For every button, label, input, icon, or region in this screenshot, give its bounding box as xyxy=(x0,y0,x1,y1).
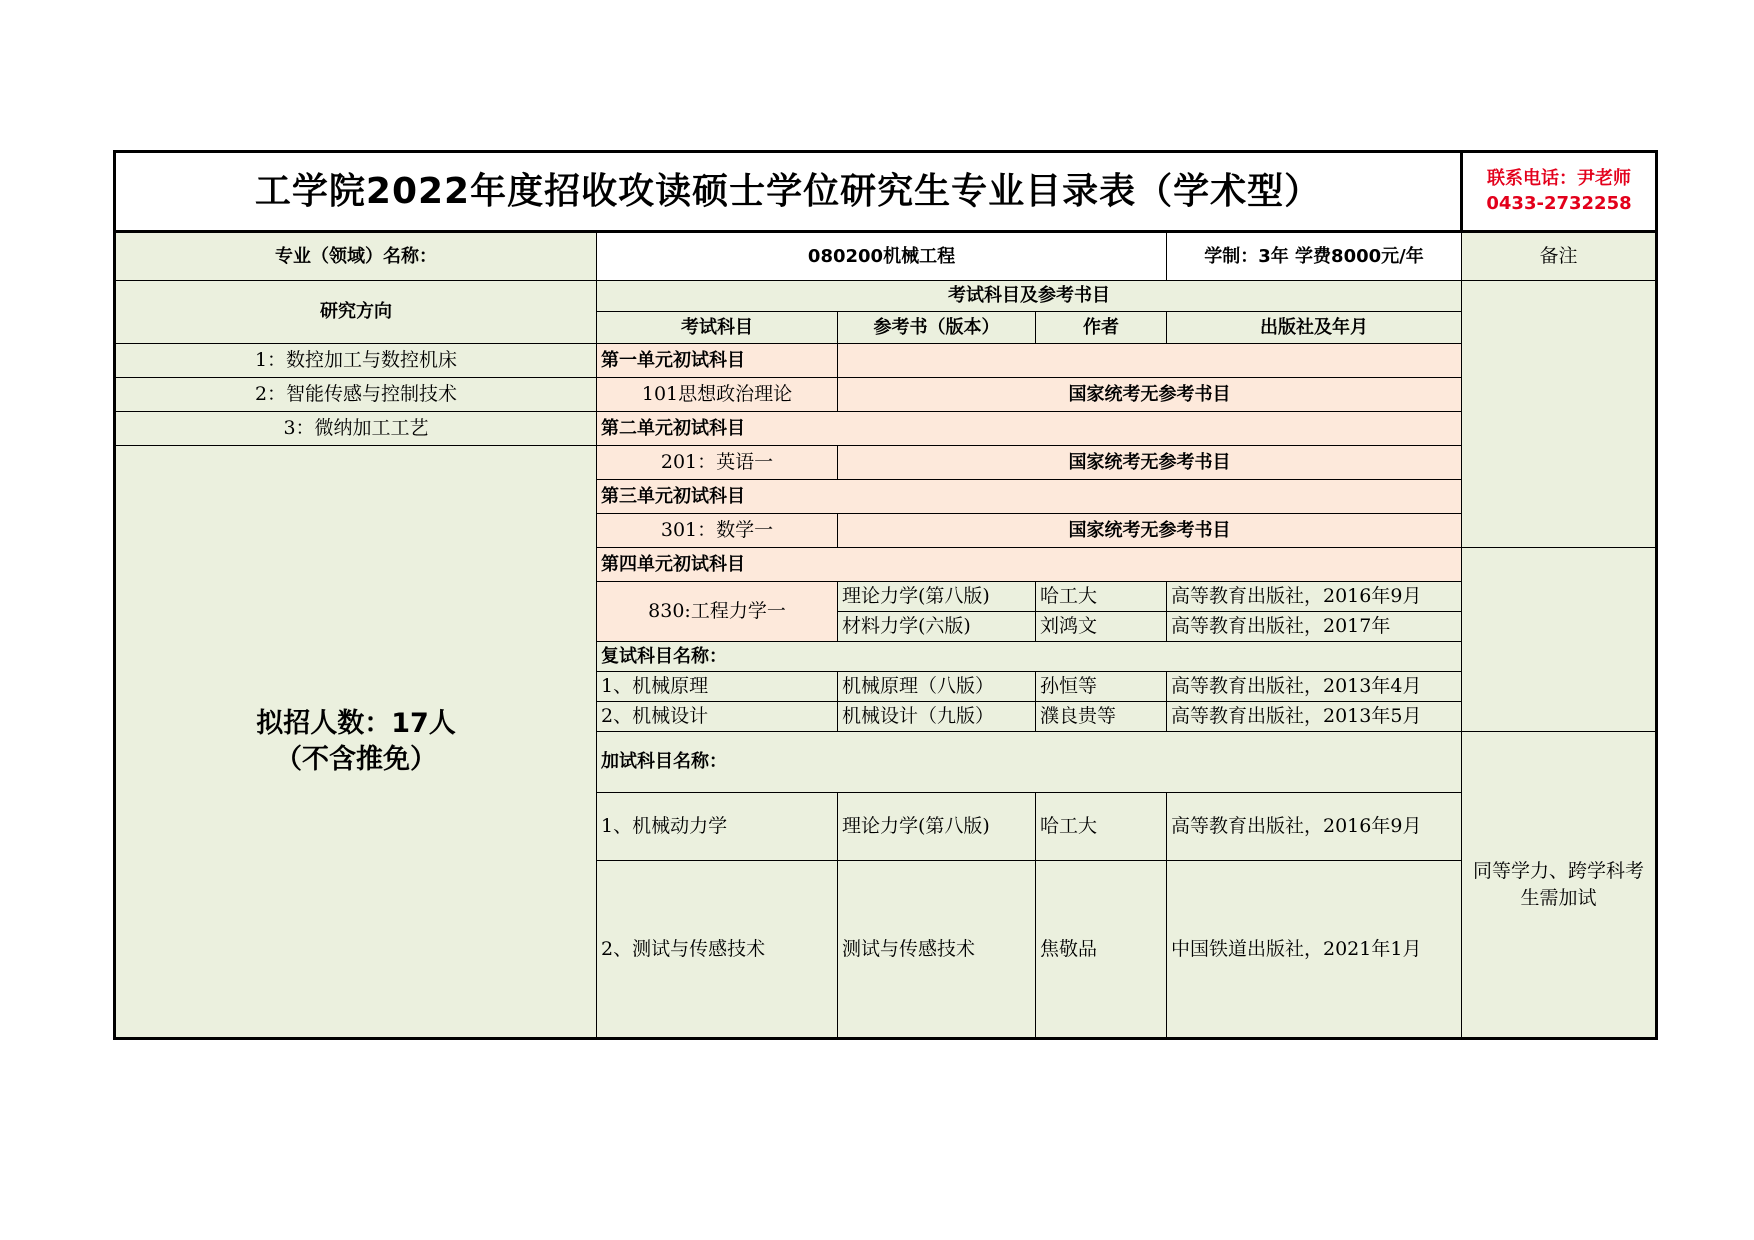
extra-subject: 1、机械动力学 xyxy=(597,793,838,861)
extra-subject: 2、测试与传感技术 xyxy=(597,861,838,1039)
unit4-subject: 830:工程力学一 xyxy=(597,582,838,642)
unit4-heading: 第四单元初试科目 xyxy=(597,548,1462,582)
quota-note: （不含推免） xyxy=(275,743,437,775)
unit4-author: 刘鸿文 xyxy=(1036,612,1167,642)
unit4-publisher: 高等教育出版社，2016年9月 xyxy=(1167,582,1462,612)
exam-group-header: 考试科目及参考书目 xyxy=(597,281,1462,312)
quota-number: 拟招人数：17人 xyxy=(256,708,456,740)
extra-note: 同等学力、跨学科考生需加试 xyxy=(1462,732,1657,1039)
unit4-book: 理论力学(第八版) xyxy=(838,582,1036,612)
extra-author: 焦敬品 xyxy=(1036,861,1167,1039)
retest-publisher: 高等教育出版社，2013年4月 xyxy=(1167,672,1462,702)
retest-book: 机械原理（八版） xyxy=(838,672,1036,702)
contact-name: 联系电话：尹老师 xyxy=(1487,168,1631,190)
major-value: 080200机械工程 xyxy=(597,232,1167,281)
extra-heading: 加试科目名称： xyxy=(597,732,1462,793)
remarks-label: 备注 xyxy=(1462,232,1657,281)
catalog-table xyxy=(113,150,1658,1040)
remarks-cell-1 xyxy=(1462,281,1657,548)
contact-phone: 0433-2732258 xyxy=(1486,192,1632,214)
retest-subject: 1、机械原理 xyxy=(597,672,838,702)
unit1-blank xyxy=(838,344,1462,378)
extra-book: 理论力学(第八版) xyxy=(838,793,1036,861)
author-header: 作者 xyxy=(1036,312,1167,344)
retest-heading: 复试科目名称： xyxy=(597,642,1462,672)
unit4-author: 哈工大 xyxy=(1036,582,1167,612)
unit3-subject: 301：数学一 xyxy=(597,514,838,548)
contact-info xyxy=(1462,152,1657,232)
unit3-heading: 第三单元初试科目 xyxy=(597,480,1462,514)
unit1-subject: 101思想政治理论 xyxy=(597,378,838,412)
book-header: 参考书（版本） xyxy=(838,312,1036,344)
retest-author: 濮良贵等 xyxy=(1036,702,1167,732)
extra-publisher: 中国铁道出版社，2021年1月 xyxy=(1167,861,1462,1039)
major-label: 专业（领域）名称： xyxy=(115,232,597,281)
unit3-note: 国家统考无参考书目 xyxy=(838,514,1462,548)
retest-author: 孙恒等 xyxy=(1036,672,1167,702)
retest-subject: 2、机械设计 xyxy=(597,702,838,732)
direction-header: 研究方向 xyxy=(115,281,597,344)
unit1-note: 国家统考无参考书目 xyxy=(838,378,1462,412)
publisher-header: 出版社及年月 xyxy=(1167,312,1462,344)
unit1-heading: 第一单元初试科目 xyxy=(597,344,838,378)
unit4-publisher: 高等教育出版社，2017年 xyxy=(1167,612,1462,642)
unit4-book: 材料力学(六版) xyxy=(838,612,1036,642)
extra-publisher: 高等教育出版社，2016年9月 xyxy=(1167,793,1462,861)
extra-book: 测试与传感技术 xyxy=(838,861,1036,1039)
page-title: 工学院2022年度招收攻读硕士学位研究生专业目录表（学术型） xyxy=(115,152,1462,232)
retest-publisher: 高等教育出版社，2013年5月 xyxy=(1167,702,1462,732)
retest-book: 机械设计（九版） xyxy=(838,702,1036,732)
unit2-subject: 201：英语一 xyxy=(597,446,838,480)
unit2-note: 国家统考无参考书目 xyxy=(838,446,1462,480)
extra-author: 哈工大 xyxy=(1036,793,1167,861)
remarks-cell-2 xyxy=(1462,548,1657,732)
subject-header: 考试科目 xyxy=(597,312,838,344)
unit2-heading: 第二单元初试科目 xyxy=(597,412,1462,446)
direction-item: 2：智能传感与控制技术 xyxy=(115,378,597,412)
direction-item: 1：数控加工与数控机床 xyxy=(115,344,597,378)
duration-fee: 学制：3年 学费8000元/年 xyxy=(1167,232,1462,281)
direction-item: 3：微纳加工工艺 xyxy=(115,412,597,446)
quota-cell xyxy=(115,446,597,1039)
